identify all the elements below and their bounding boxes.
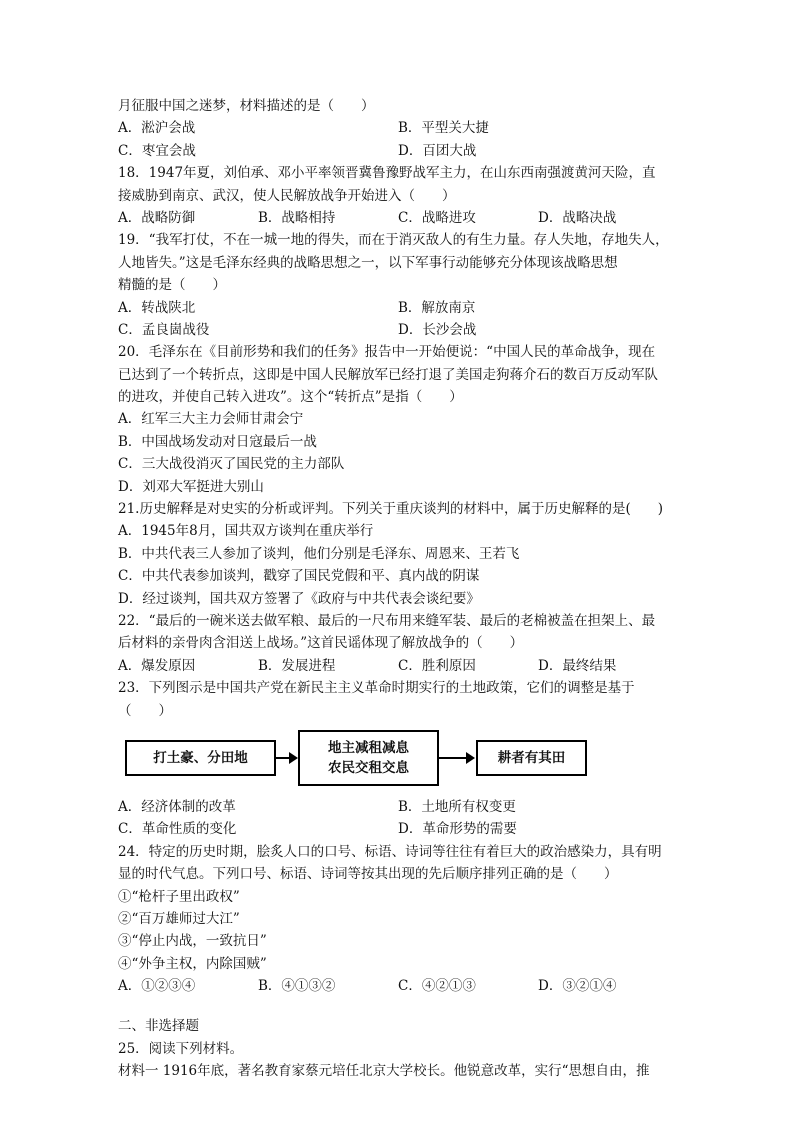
q18-option-c: C．战略进攻 <box>398 209 476 226</box>
q23-line: 23．下列图示是中国共产党在新民主主义革命时期实行的土地政策，它们的调整是基于 <box>118 680 635 697</box>
q24-option-c: C．④②①③ <box>398 978 476 995</box>
q22-option-a: A．爆发原因 <box>118 657 196 674</box>
q19-line: 精髓的是（ ） <box>118 277 226 294</box>
q19-option-d: D．长沙会战 <box>398 321 477 338</box>
q23-option-b: B．土地所有权变更 <box>398 798 516 815</box>
q25-material-1: 材料一 1916年底，著名教育家蔡元培任北京大学校长。他锐意改革，实行“思想自由，推 <box>118 1063 650 1080</box>
q18-option-d: D．战略决战 <box>538 209 617 226</box>
q18-option-a: A．战略防御 <box>118 209 196 226</box>
q20-option-c: C．三大战役消灭了国民党的主力部队 <box>118 456 345 473</box>
q23-option-c: C．革命性质的变化 <box>118 821 237 838</box>
q17-option-b: B．平型关大捷 <box>398 120 489 137</box>
q19-option-b: B．解放南京 <box>398 299 476 316</box>
q18-line: 接威胁到南京、武汉，使人民解放战争开始进入（ ） <box>118 187 456 204</box>
q23-options-row2 <box>118 818 678 840</box>
q22-line: 后材料的亲骨肉含泪送上战场。”这首民谣体现了解放战争的（ ） <box>118 635 524 652</box>
q18-option-b: B．战略相持 <box>258 209 336 226</box>
q21-option-c: C．中共代表参加谈判，戳穿了国民党假和平、真内战的阴谋 <box>118 568 480 585</box>
diagram-box-3 <box>476 740 587 776</box>
q20-line: 已达到了一个转折点，这即是中国人民解放军已经打退了美国走狗蒋介石的数百万反动军队 <box>118 366 658 383</box>
q22-option-d: D．最终结果 <box>538 657 617 674</box>
diagram-box-1 <box>125 740 276 776</box>
q19-options-row2 <box>118 319 678 341</box>
q23-line: （ ） <box>118 702 172 719</box>
q17-options-row1 <box>118 117 678 139</box>
q24-item-1: ①“枪杆子里出政权” <box>118 888 240 905</box>
q20-option-b: B．中国战场发动对日寇最后一战 <box>118 433 317 450</box>
section-2-title: 二、非选择题 <box>118 1018 199 1035</box>
q22-option-b: B．发展进程 <box>258 657 336 674</box>
q20-line: 20．毛泽东在《目前形势和我们的任务》报告中一开始便说：“中国人民的革命战争，现在 <box>118 344 656 361</box>
q24-item-3: ③“停止内战，一致抗日” <box>118 933 267 950</box>
q24-option-d: D．③②①④ <box>538 978 617 995</box>
diagram-box-2-line2: 农民交租交息 <box>328 759 409 776</box>
q19-line: 19．“我军打仗，不在一城一地的得失，而在于消灭敌人的有生力量。存人失地，存地失人， <box>118 232 669 249</box>
q24-options <box>118 975 678 997</box>
q19-line: 人地皆失。”这是毛泽东经典的战略思想之一，以下军事行动能够充分体现该战略思想 <box>118 254 618 271</box>
q17-option-d: D．百团大战 <box>398 142 477 159</box>
arrow-right-icon <box>437 757 473 759</box>
q22-option-c: C．胜利原因 <box>398 657 476 674</box>
q24-item-2: ②“百万雄师过大江” <box>118 910 240 927</box>
arrow-right-icon <box>274 757 296 759</box>
q19-option-c: C．孟良崮战役 <box>118 321 210 338</box>
q19-option-a: A．转战陕北 <box>118 299 196 316</box>
q23-option-a: A．经济体制的改革 <box>118 798 236 815</box>
exam-page <box>118 95 678 1083</box>
diagram-box-2-line1: 地主减租减息 <box>328 739 409 756</box>
q24-line: 显的时代气息。下列口号、标语、诗词等按其出现的先后顺序排列正确的是（ ） <box>118 866 618 883</box>
section-gap <box>118 997 678 1015</box>
q20-option-a: A．红军三大主力会师甘肃会宁 <box>118 411 304 428</box>
q24-line: 24．特定的历史时期，脍炙人口的口号、标语、诗词等往往有着巨大的政治感染力，具有明 <box>118 843 662 860</box>
q18-options <box>118 207 678 229</box>
q18-line: 18．1947年夏，刘伯承、邓小平率领晋冀鲁豫野战军主力，在山东西南强渡黄河天险，直 <box>118 165 656 182</box>
q25-intro: 25．阅读下列材料。 <box>118 1040 244 1057</box>
q17-tail: 月征服中国之迷梦，材料描述的是（ ） <box>118 98 375 114</box>
q21-option-d: D．经过谈判，国共双方签署了《政府与中共代表会谈纪要》 <box>118 590 480 607</box>
q17-option-c: C．枣宜会战 <box>118 142 196 159</box>
q21-option-a: A．1945年8月，国共双方谈判在重庆举行 <box>118 523 374 540</box>
q23-option-d: D．革命形势的需要 <box>398 821 517 838</box>
diagram-box-3-label: 耕者有其田 <box>497 749 566 766</box>
q17-options-row2 <box>118 140 678 162</box>
q23-options-row1 <box>118 796 678 818</box>
diagram-box-2 <box>298 730 439 786</box>
q21-option-b: B．中共代表三人参加了谈判，他们分别是毛泽东、周恩来、王若飞 <box>118 545 520 562</box>
q20-line: 的进攻，并使自己转入进攻”。这个“转折点”是指（ ） <box>118 389 463 406</box>
q17-option-a: A．淞沪会战 <box>118 120 196 137</box>
q19-options-row1 <box>118 297 678 319</box>
q20-option-d: D．刘邓大军挺进大别山 <box>118 478 264 495</box>
q21-line: 21.历史解释是对史实的分析或评判。下列关于重庆谈判的材料中，属于历史解释的是( ) <box>118 501 664 518</box>
land-policy-flow-diagram <box>118 728 678 792</box>
q22-line: 22．“最后的一碗米送去做军粮、最后的一尺布用来缝军装、最后的老棉被盖在担架上、最 <box>118 612 656 629</box>
q24-option-a: A．①②③④ <box>118 978 196 995</box>
diagram-box-1-label: 打土豪、分田地 <box>153 749 248 766</box>
q24-item-4: ④“外争主权，内除国贼” <box>118 955 267 972</box>
q24-option-b: B．④①③② <box>258 978 336 995</box>
q22-options <box>118 655 678 677</box>
